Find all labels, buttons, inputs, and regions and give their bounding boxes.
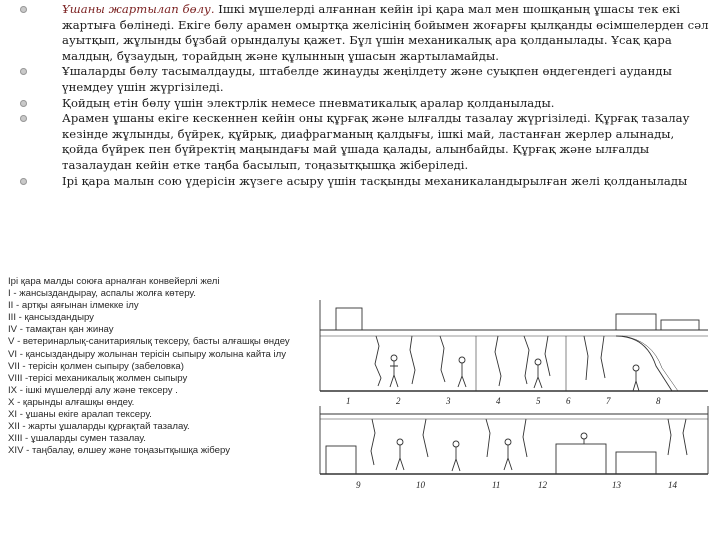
legend-item: VII - терісін қолмен сыпыру (забеловка): [8, 360, 184, 372]
legend-item: I - жансыздандырау, аспалы жолға көтеру.: [8, 288, 196, 300]
station-number: 8: [656, 396, 661, 406]
conveyor-legend: [8, 276, 308, 457]
bullet-text: Арамен ұшаны екіге кескеннен кейін оны құрғақ және ылғалды тазалау жүргізіледі. Құрғақ тазалау кезінде жұлынды, бүйрек, құйрық, диафрагманың қалдығы, ішкі май, ластанған жерлер алынады, қойда бүйрек пен бүйректің маңындағы май ұшада қалады, алынбайды. Құрғақ және ылғалды тазалаудан кейін етке таңба басылып, тоңазытқышқа жіберіледі.: [62, 111, 690, 172]
station-number: 10: [416, 480, 425, 490]
station-number: 4: [496, 396, 501, 406]
station-number: 1: [346, 396, 351, 406]
station-number: 5: [536, 396, 541, 406]
legend-item: XII - жарты ұшаларды құрғақтай тазалау.: [8, 421, 190, 433]
bullet-list: [14, 2, 710, 189]
bullet-icon: [20, 115, 27, 122]
legend-item: IX - ішкі мүшелерді алу және тексеру .: [8, 384, 178, 396]
conveyor-line-svg: [316, 296, 712, 496]
station-number: 12: [538, 480, 547, 490]
bullet-item: [14, 64, 710, 95]
station-number: 13: [612, 480, 621, 490]
station-number: 7: [606, 396, 611, 406]
bullet-icon: [20, 68, 27, 75]
bullet-text: Ірі қара малын сою үдерісін жүзеге асыру үшін тасқынды механикаландырылған желі қолданылады: [62, 173, 688, 188]
station-number: 14: [668, 480, 677, 490]
station-number: 6: [566, 396, 571, 406]
bullet-text: Ұшаларды бөлу тасымалдауды, штабелде жинауды жеңілдету және суықпен өңдегендегі ауданды үнемдеу үшін жүргізіледі.: [62, 64, 672, 94]
legend-item: XIII - ұшаларды сумен тазалау.: [8, 433, 146, 445]
bullet-item: [14, 96, 710, 112]
bullet-icon: [20, 100, 27, 107]
station-number: 3: [446, 396, 451, 406]
legend-title: Ірі қара малды союға арналған конвейерлі желі: [8, 276, 220, 287]
bullet-text: Ішкі мүшелерді алғаннан кейін ірі қара мал мен шошқаның ұшасы тек екі жартыға бөлінеді. Екіге бөлу арамен омыртқа желісінің бойымен жоғарғы қылқанды өсімшелерден сәл ауытқып, жұлынды бұзбай орындалуы қажет. Бұл үшін механикалық ара қолданылады. Ұсақ қара малдың, бұзаудың, торайдың және құлынның ұшасын жартыламайды.: [62, 2, 709, 63]
legend-item: XI - ұшаны екіге аралап тексеру.: [8, 409, 152, 421]
bullet-icon: [20, 6, 27, 13]
station-number: 9: [356, 480, 361, 490]
bullet-item: [14, 174, 710, 190]
legend-item: XIV - таңбалау, өлшеу және тоңазытқышқа жіберу: [8, 445, 231, 457]
conveyor-line-drawing: [316, 296, 712, 496]
bullet-item: [14, 111, 710, 173]
legend-item: VI - қансыздандыру жолынан терісін сыпыру жолына кайта ілу: [8, 348, 287, 360]
legend-item: VIII -терісі механикалық жолмен сыпыру: [8, 372, 188, 384]
legend-item: III - қансыздандыру: [8, 312, 94, 324]
bullet-lead: Ұшаны жартылап бөлу.: [62, 2, 215, 16]
legend-item: IV - тамақтан қан жинау: [8, 324, 114, 336]
station-number: 2: [396, 396, 401, 406]
bullet-icon: [20, 178, 27, 185]
bullet-text: Қойдың етін бөлу үшін электрлік немесе пневматикалық аралар қолданылады.: [62, 95, 555, 110]
legend-item: V - ветеринарлық-санитариялық тексеру, басты алғашқы өндеу: [8, 336, 290, 348]
bullet-item: [14, 2, 710, 64]
station-number: 11: [492, 480, 501, 490]
legend-item: II - артқы аяғынан ілмекке ілу: [8, 300, 139, 312]
legend-item: X - қарынды алғашқы өндеу.: [8, 396, 135, 408]
